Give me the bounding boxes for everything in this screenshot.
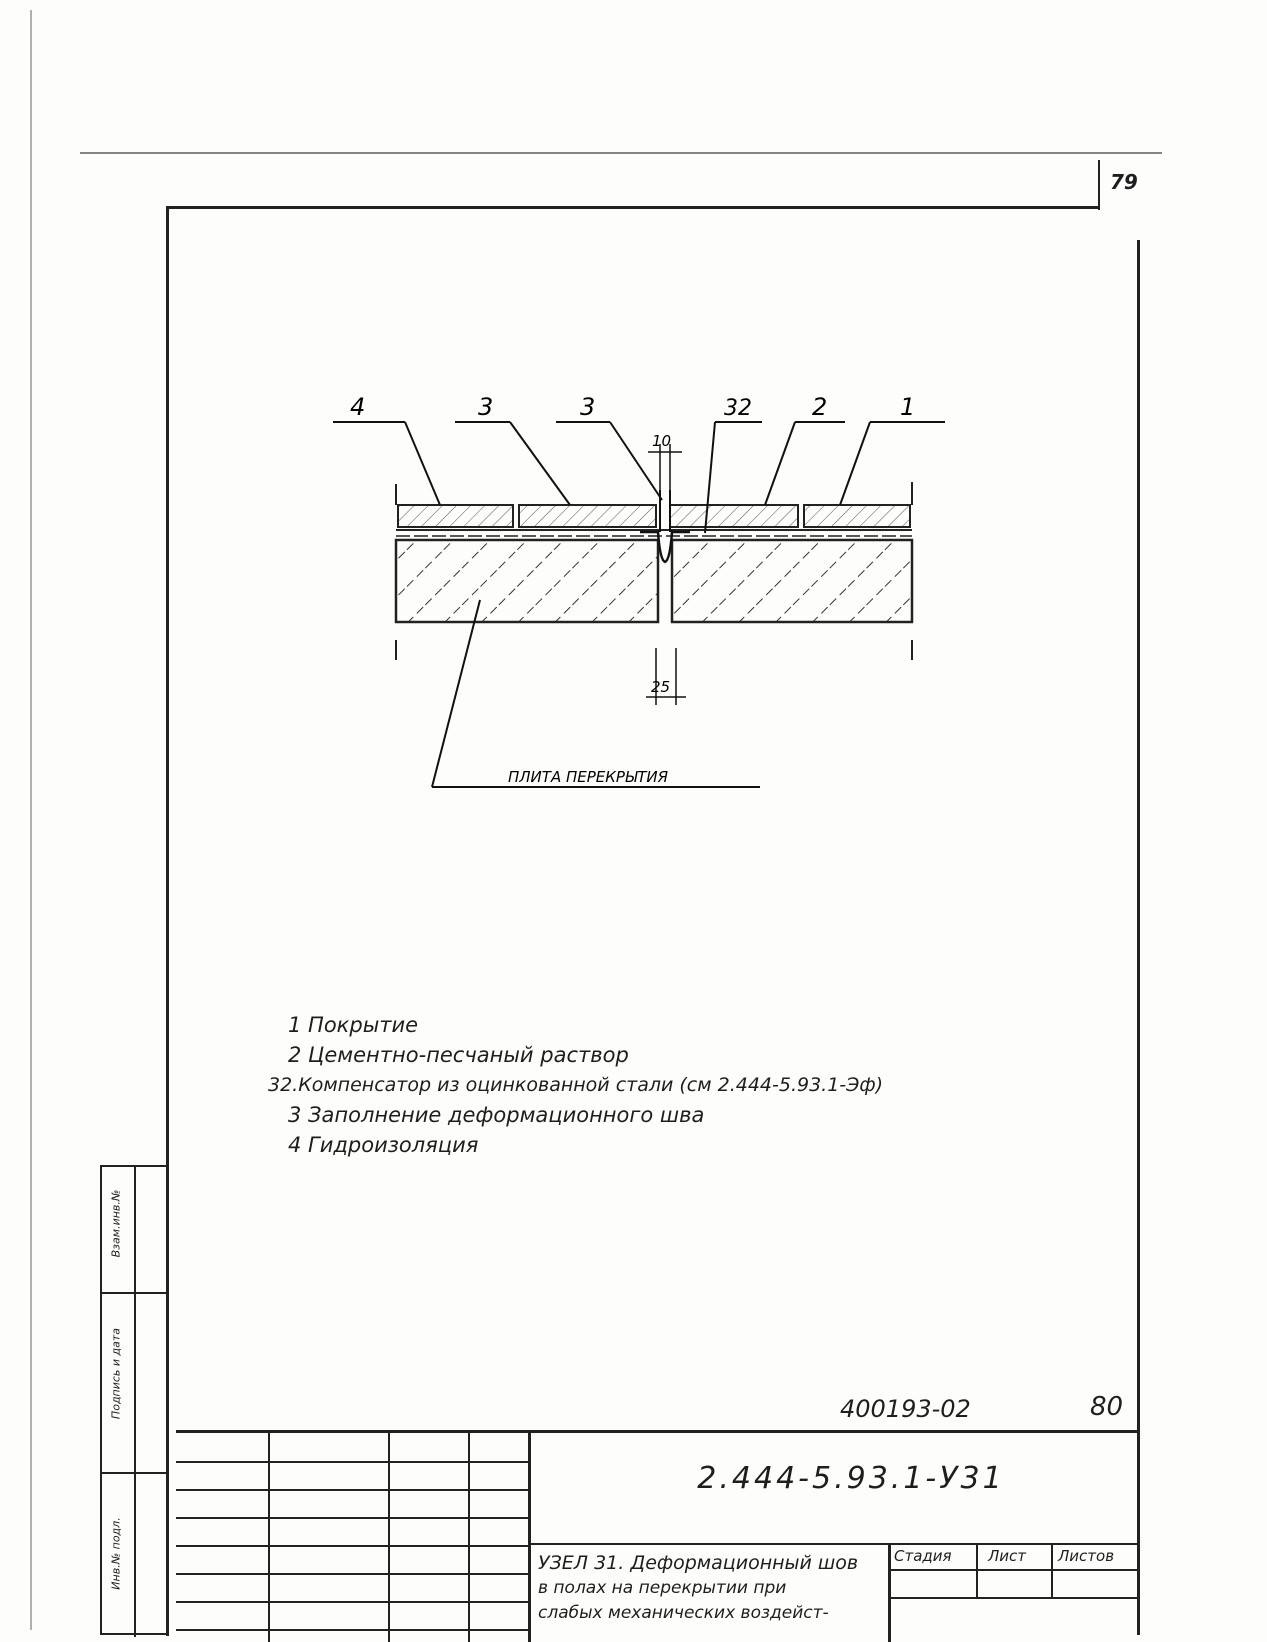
title-line-2: в полах на перекрытии при <box>538 1578 787 1598</box>
legend-item-2: 2 Цементно-песчаный раствор <box>288 1043 629 1067</box>
legend-item-1: 1 Покрытие <box>288 1013 419 1037</box>
dimension-top: 10 <box>652 432 672 450</box>
coating-tile <box>670 505 798 527</box>
title-line-1: УЗЕЛ 31. Деформационный шов <box>538 1552 859 1574</box>
side-label-replace: Взам.инв.№ <box>109 1189 123 1258</box>
title-block <box>176 1430 1138 1642</box>
coating-tile <box>804 505 910 527</box>
column-sheets: Листов <box>1058 1547 1115 1565</box>
callout-4: 4 <box>350 393 366 421</box>
slab-label: ПЛИТА ПЕРЕКРЫТИЯ <box>508 768 669 786</box>
coating-tile <box>398 505 513 527</box>
archive-sheet-number: 80 <box>1090 1392 1124 1422</box>
column-sheet: Лист <box>988 1547 1027 1565</box>
drawing-title <box>538 1551 858 1626</box>
page-number: 79 <box>1110 170 1138 194</box>
coating-tile <box>519 505 656 527</box>
legend <box>268 1010 884 1160</box>
slab-right <box>672 540 912 622</box>
archive-code: 400193-02 <box>840 1395 971 1423</box>
column-stage: Стадия <box>894 1547 952 1565</box>
legend-item-32: 32.Компенсатор из оцинкованной стали (см 2.444-5.93.1-Эф) <box>268 1074 884 1096</box>
side-label-signature: Подпись и дата <box>109 1327 123 1420</box>
legend-item-4: 4 Гидроизоляция <box>288 1133 479 1157</box>
side-label-inventory: Инв.№ подл. <box>109 1517 123 1590</box>
callout-3b: 3 <box>580 393 596 421</box>
dimension-bottom: 25 <box>651 678 671 696</box>
callout-32: 32 <box>724 396 752 421</box>
legend-item-3: 3 Заполнение деформационного шва <box>288 1103 705 1127</box>
callout-1: 1 <box>900 393 916 421</box>
callout-2: 2 <box>812 393 828 421</box>
document-code: 2.444-5.93.1-У31 <box>697 1461 1005 1496</box>
callout-3a: 3 <box>478 393 494 421</box>
title-line-3: слабых механических воздейст- <box>538 1603 829 1623</box>
slab-left <box>396 540 658 622</box>
